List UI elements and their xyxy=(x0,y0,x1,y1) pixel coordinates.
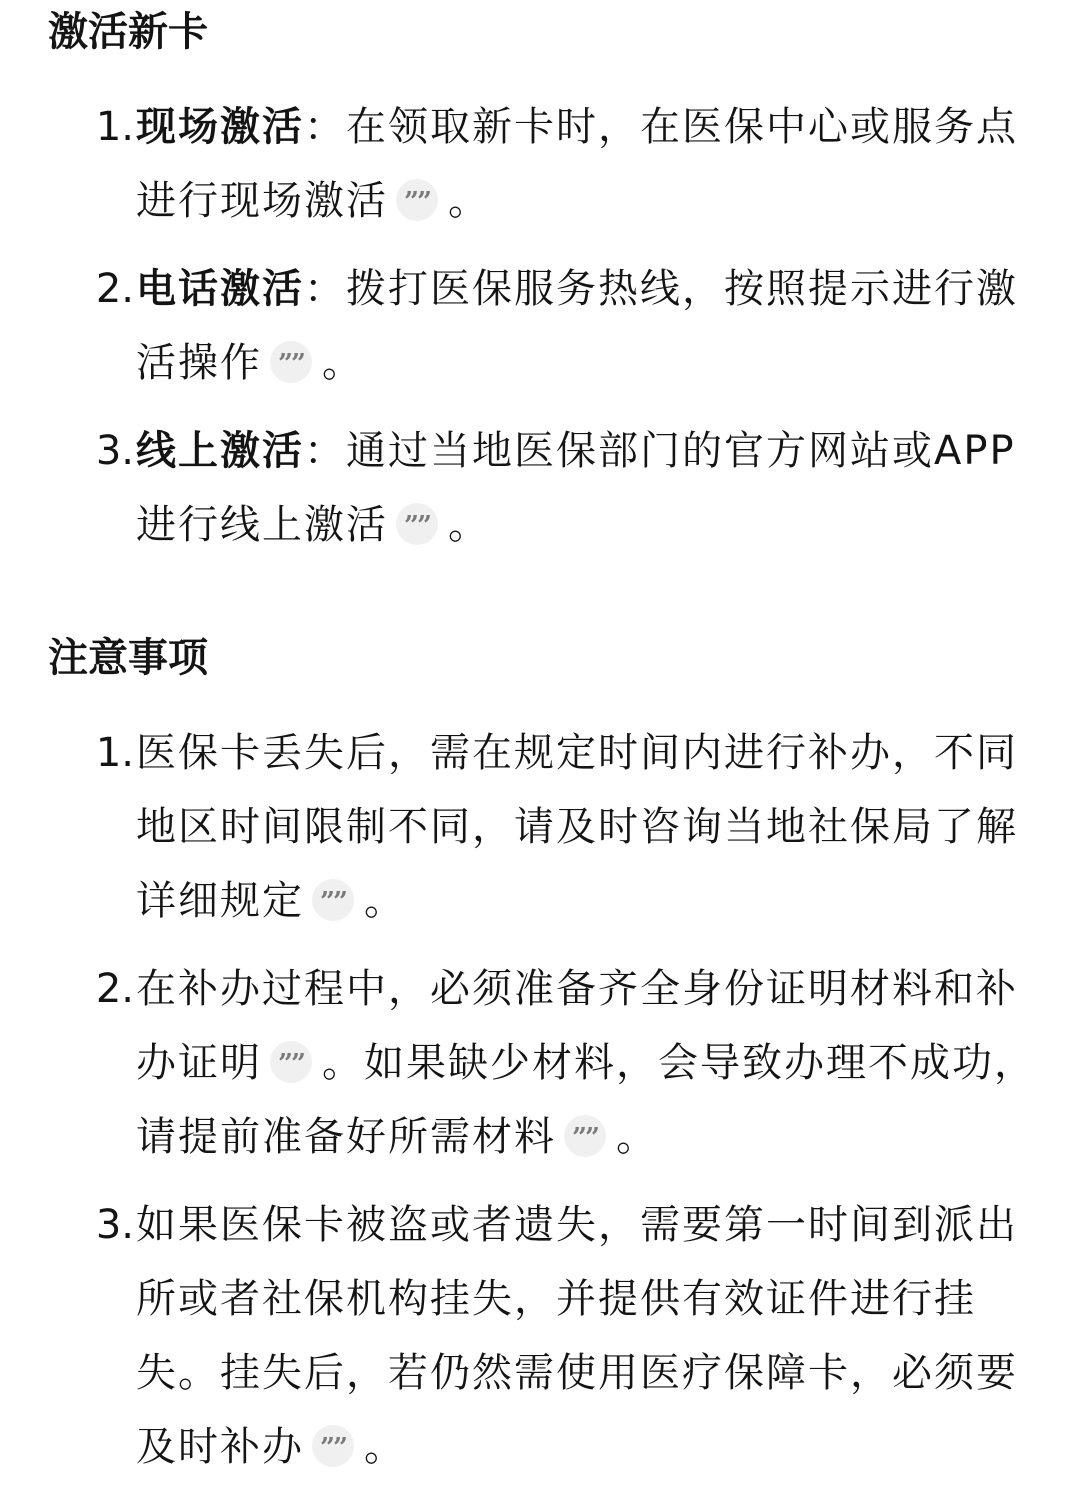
item-text: 在补办过程中，必须准备齐全身份证明材料和补办证明 ”” 。如果缺少材料，会导致办理不成功，请提前准备好所需材料 ”” 。 xyxy=(136,966,1036,1160)
item-text: 医保卡丢失后，需在规定时间内进行补办，不同地区时间限制不同，请及时咨询当地社保局了解详细规定 ”” 。 xyxy=(136,730,1018,924)
quote-icon[interactable]: ”” xyxy=(270,341,312,383)
section-title-activation: 激活新卡 xyxy=(48,9,208,55)
quote-icon[interactable]: ”” xyxy=(396,503,438,545)
item-text: 电话激活：拨打医保服务热线，按照提示进行激活操作 ”” 。 xyxy=(136,266,1018,386)
item-text: 线上激活：通过当地医保部门的官方网站或APP进行线上激活 ”” 。 xyxy=(136,428,1016,548)
item-lead: 现场激活 xyxy=(136,104,304,150)
item-lead: 电话激活 xyxy=(136,266,304,312)
item-lead: 线上激活 xyxy=(136,428,304,474)
item-number: 2. xyxy=(95,266,134,312)
item-number: 2. xyxy=(95,966,134,1012)
item-text: 现场激活：在领取新卡时，在医保中心或服务点进行现场激活 ”” 。 xyxy=(136,104,1018,224)
section-title-notes: 注意事项 xyxy=(48,635,208,681)
item-text: 如果医保卡被盗或者遗失，需要第一时间到派出所或者社保机构挂失，并提供有效证件进行挂失。挂失后，若仍然需使用医疗保障卡，必须要及时补办 ”” 。 xyxy=(136,1202,1018,1470)
item-number: 1. xyxy=(95,730,134,776)
quote-icon[interactable]: ”” xyxy=(312,879,354,921)
quote-icon[interactable]: ”” xyxy=(270,1041,312,1083)
item-number: 3. xyxy=(95,428,134,474)
item-number: 3. xyxy=(95,1202,134,1248)
quote-icon[interactable]: ”” xyxy=(312,1425,354,1467)
quote-icon[interactable]: ”” xyxy=(564,1115,606,1157)
quote-icon[interactable]: ”” xyxy=(396,179,438,221)
item-number: 1. xyxy=(95,104,134,150)
